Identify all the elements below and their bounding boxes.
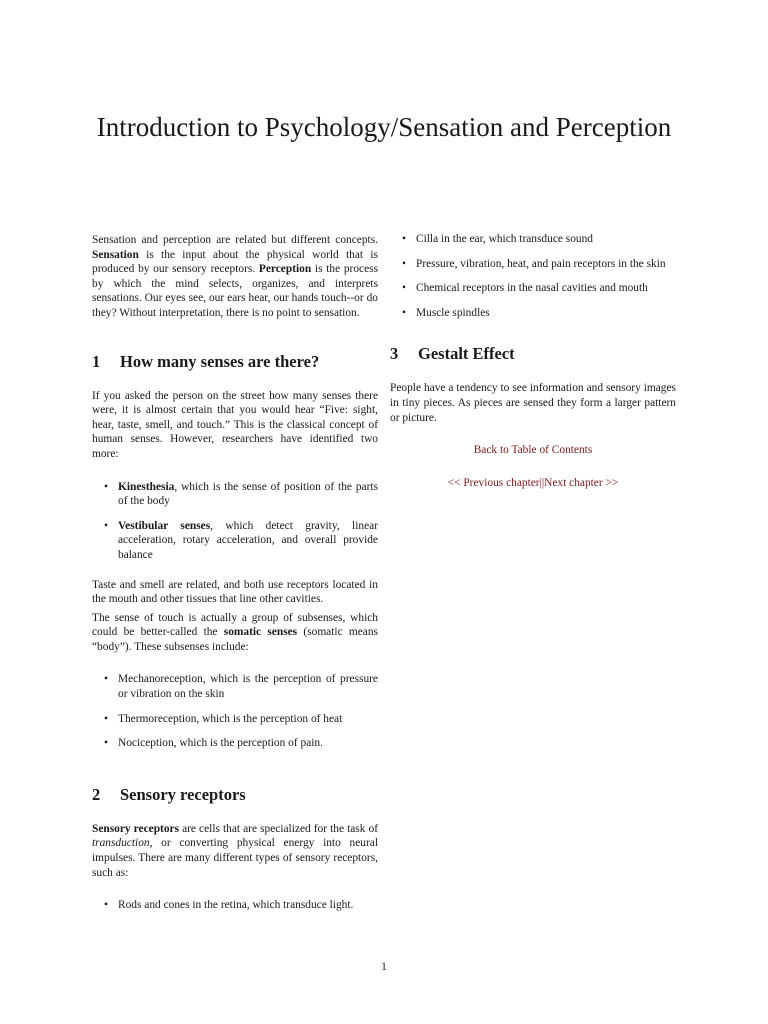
paragraph-text: are cells that are specialized for the task of <box>179 822 378 835</box>
section-1-paragraph-2: Taste and smell are related, and both use receptors located in the mouth and other tissues that line other cavities. <box>92 578 378 606</box>
section-number: 1 <box>92 351 101 371</box>
intro-term-sensation: Sensation <box>92 248 139 261</box>
list-item <box>92 519 378 563</box>
section-1-paragraph-3 <box>92 611 378 655</box>
paragraph-text: (somatic means “body”). These subsenses include: <box>92 626 378 653</box>
senses-list <box>92 480 378 563</box>
section-3-heading <box>390 344 676 364</box>
term-sensory-receptors: Sensory receptors <box>92 822 179 835</box>
list-item-text: , which is the sense of position of the parts of the body <box>118 480 378 508</box>
intro-text-2: is the input about the physical world that is produced by our sensory receptors. <box>92 248 378 276</box>
section-title: Sensory receptors <box>120 784 246 804</box>
list-item-term: Vestibular senses <box>118 519 211 532</box>
list-item: • Cilla in the ear, which transduce sound <box>390 232 676 247</box>
list-item: • Thermoreception, which is the perception of heat <box>92 712 378 727</box>
section-number: 2 <box>92 784 101 804</box>
paragraph-text: The sense of touch is actually a group of subsenses, which could be better-called the <box>92 611 378 639</box>
intro-term-perception: Perception <box>258 263 312 276</box>
list-item <box>92 480 378 509</box>
list-item: • Nociception, which is the perception of pain. <box>92 736 378 751</box>
page-title: Introduction to Psychology/Sensation and Perception <box>96 112 672 142</box>
section-title: Gestalt Effect <box>418 344 515 364</box>
list-item: • Pressure, vibration, heat, and pain receptors in the skin <box>390 257 676 272</box>
list-item-text: , which detect gravity, linear acceleration, rotary acceleration, and overall provide balance <box>118 519 378 561</box>
list-item: • Muscle spindles <box>390 306 676 321</box>
section-number: 3 <box>390 344 399 364</box>
section-3-paragraph: People have a tendency to see information and sensory images in tiny pieces. As pieces are sensed they form a larger pattern or picture. <box>390 382 676 424</box>
receptors-list-continued <box>390 232 676 320</box>
section-1-paragraph-1: If you asked the person on the street how many senses there were, it is almost certain that you would hear “Five: sight, hear, taste, smell, and touch.” This is the classical concept of human senses. However, researchers have identified two more: <box>92 389 378 460</box>
list-item: • Chemical receptors in the nasal cavities and mouth <box>390 281 676 296</box>
section-1-heading <box>92 352 378 372</box>
section-2-paragraph <box>92 822 378 880</box>
intro-text-1: Sensation and perception are related but different concepts. <box>92 234 378 246</box>
term-somatic-senses: somatic senses <box>223 626 298 639</box>
list-item: • Mechanoreception, which is the perception of pressure or vibration on the skin <box>92 672 378 701</box>
section-2-heading <box>92 785 378 805</box>
intro-text-3: is the process by which the mind selects, organizes, and interprets sensations. Our eyes see, our ears hear, our hands touch--or do they? Without interpretation, there is no point to sensation. <box>92 263 378 319</box>
section-title: How many senses are there? <box>120 351 320 371</box>
left-column <box>92 233 378 923</box>
term-transduction: transduction <box>92 837 150 850</box>
list-item-term: Kinesthesia <box>118 480 175 493</box>
list-item: • Rods and cones in the retina, which transduce light. <box>92 898 378 913</box>
back-to-contents-link[interactable]: Back to Table of Contents <box>473 444 593 457</box>
chapter-navigation-link[interactable]: << Previous chapter||Next chapter >> <box>447 476 619 489</box>
receptors-list <box>92 898 378 913</box>
paragraph-text: , or converting physical energy into neural impulses. There are many different types of sensory receptors, such as: <box>92 837 378 879</box>
page-number: 1 <box>381 961 387 973</box>
right-column <box>390 232 676 490</box>
intro-paragraph <box>92 233 378 321</box>
subsenses-list <box>92 672 378 750</box>
